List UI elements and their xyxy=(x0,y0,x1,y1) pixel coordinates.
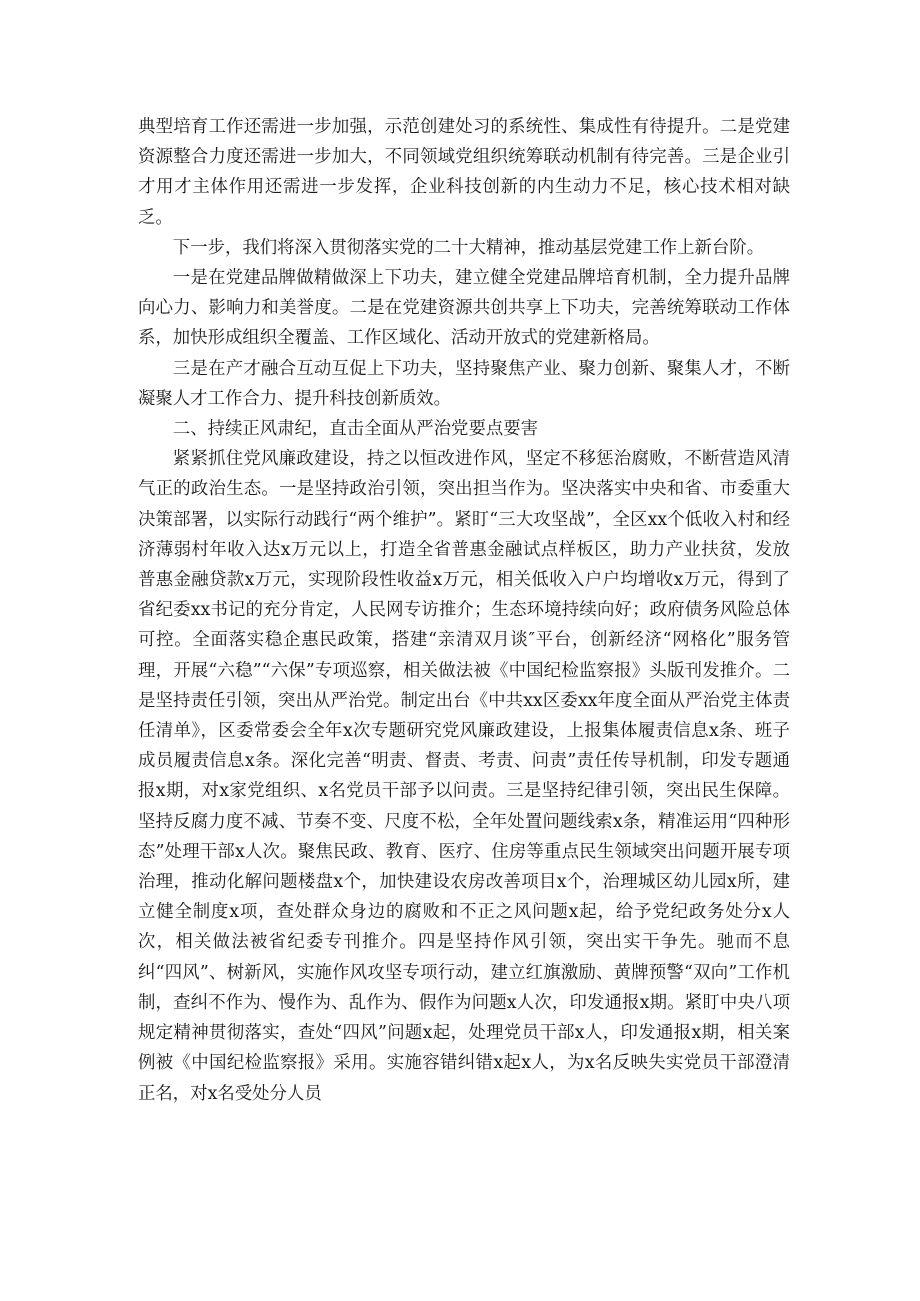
section-heading: 二、持续正风肃纪，直击全面从严治党要点要害 xyxy=(172,419,539,440)
paragraph-2: 下一步，我们将深入贯彻落实党的二十大精神，推动基层党建工作上新台阶。 xyxy=(172,237,765,258)
paragraph-4: 三是在产才融合互动互促上下功夫，坚持聚焦产业、聚力创新、聚集人才，不断凝聚人才工作合力、提升科技创新质效。 xyxy=(138,358,790,409)
paragraph-1: 典型培育工作还需进一步加强，示范创建处习的系统性、集成性有待提升。二是党建资源整合力度还需进一步加大，不同领域党组织统筹联动机制有待完善。三是企业引才用才主体作用还需进一步发挥，企业科技创新的内生动力不足，核心技术相对缺乏。 xyxy=(138,117,790,228)
paragraph-3: 一是在党建品牌做精做深上下功夫，建立健全党建品牌培育机制，全力提升品牌向心力、影响力和美誉度。二是在党建资源共创共享上下功夫，完善统筹联动工作体系，加快形成组织全覆盖、工作区域化、活动开放式的党建新格局。 xyxy=(138,268,790,349)
document-body xyxy=(138,112,790,1109)
paragraph-5: 紧紧抓住党风廉政建设，持之以恒改进作风，坚定不移惩治腐败，不断营造风清气正的政治生态。一是坚持政治引领，突出担当作为。坚决落实中央和省、市委重大决策部署，以实际行动践行“两个维护”。紧盯“三大攻坚战”，全区xx个低收入村和经济薄弱村年收入达x万元以上，打造全省普惠金融试点样板区，助力产业扶贫，发放普惠金融贷款x万元，实现阶段性收益x万元，相关低收入户户均增收x万元，得到了省纪委xx书记的充分肯定，人民网专访推介；生态环境持续向好；政府债务风险总体可控。全面落实稳企惠民政策，搭建“亲清双月谈″平台，创新经济“网格化”服务管理，开展“六稳”“六保”专项巡察，相关做法被《中国纪检监察报》头版刊发推介。二是坚持责任引领，突出从严治党。制定出台《中共xx区委xx年度全面从严治党主体责任清单》，区委常委会全年x次专题研究党风廉政建设，上报集体履责信息x条、班子成员履责信息x条。深化完善“明责、督责、考责、问责”责任传导机制，印发专题通报x期，对x家党组织、x名党员干部予以问责。三是坚持纪律引领，突出民生保障。坚持反腐力度不减、节奏不变、尺度不松，全年处置问题线索x条，精准运用“四种形态”处理干部x人次。聚焦民政、教育、医疗、住房等重点民生领域突出问题开展专项治理，推动化解问题楼盘x个，加快建设农房改善项目x个，治理城区幼儿园x所，建立健全制度x项，查处群众身边的腐败和不正之风问题x起，给予党纪政务处分x人次，相关做法被省纪委专刊推介。四是坚持作风引领，突出实干争先。驰而不息纠“四风”、树新风，实施作风攻坚专项行动，建立红旗激励、黄牌预警“双向”工作机制，查纠不作为、慢作为、乱作为、假作为问题x人次，印发通报x期。紧盯中央八项规定精神贯彻落实，查处“四风”问题x起，处理党员干部x人，印发通报x期，相关案例被《中国纪检监察报》采用。实施容错纠错x起x人，为x名反映失实党员干部澄清正名，对x名受处分人员 xyxy=(138,449,790,1104)
